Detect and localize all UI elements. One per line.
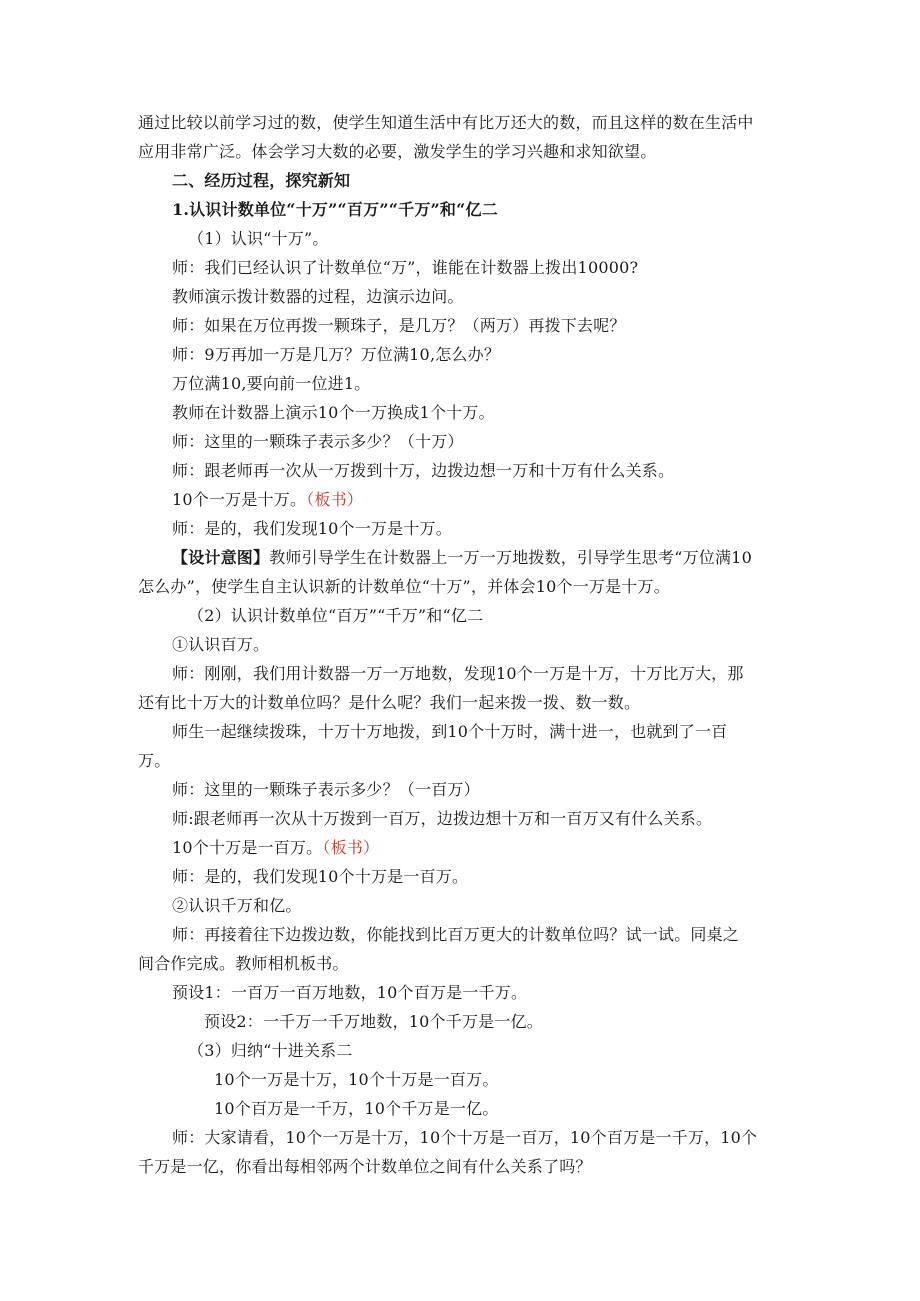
text-line: 师生一起继续拨珠，十万十万地拨，到10个十万时，满十进一，也就到了一百 — [172, 722, 728, 741]
text-line: 师：跟老师再一次从一万拨到十万，边拨边想一万和十万有什么关系。 — [172, 461, 675, 480]
text-line: 师：我们已经认识了计数单位“万”，谁能在计数器上拨出10000? — [172, 258, 639, 277]
section-heading: 二、经历过程，探究新知 — [172, 171, 351, 190]
text-line: 教师在计数器上演示10个一万换成1个十万。 — [172, 403, 495, 422]
text-line: 师:跟老师再一次从十万拨到一百万，边拨边想十万和一百万又有什么关系。 — [172, 809, 713, 828]
text-line: 师：是的，我们发现10个一万是十万。 — [172, 519, 452, 538]
text-line: 间合作完成。教师相机板书。 — [138, 954, 349, 973]
blackboard-note: （板书） — [322, 838, 380, 857]
text-line: 预设1：一百万一百万地数，10个百万是一千万。 — [172, 983, 528, 1002]
text-span: 教师引导学生在计数器上一万一万地拨数，引导学生思考“万位满10 — [269, 548, 752, 567]
text-span: 10个十万是一百万。 — [172, 838, 323, 857]
text-line: 万位满10,要向前一位进1。 — [172, 374, 371, 393]
text-line — [172, 837, 379, 859]
text-line: 千万是一亿，你看出每相邻两个计数单位之间有什么关系了吗？ — [138, 1157, 592, 1176]
text-line: 万。 — [138, 751, 171, 770]
text-line: 教师演示拨计数器的过程，边演示边问。 — [172, 287, 464, 306]
text-line: 师：刚刚，我们用计数器一万一万地数，发现10个一万是十万，十万比万大，那 — [172, 664, 744, 683]
item-heading: ②认识千万和亿。 — [172, 896, 302, 915]
item-heading: （3）归纳“十进关系二 — [188, 1041, 353, 1060]
text-line — [172, 547, 752, 569]
text-line: 师：如果在万位再拨一颗珠子，是几万？（两万）再拨下去呢？ — [172, 316, 626, 335]
blackboard-note: （板书） — [306, 490, 363, 509]
text-line: 10个一万是十万，10个十万是一百万。 — [214, 1070, 499, 1089]
subsection-heading: 1.认识计数单位“十万”“百万”“千万”和“亿二 — [172, 200, 498, 219]
text-line: 师：是的，我们发现10个十万是一百万。 — [172, 867, 469, 886]
text-line: 预设2：一千万一千万地数，10个千万是一亿。 — [204, 1012, 543, 1031]
text-line: 还有比十万大的计数单位吗？是什么呢？我们一起来拨一拨、数一数。 — [138, 693, 641, 712]
item-heading: （1）认识“十万”。 — [188, 229, 329, 248]
design-intent-label: 【设计意图】 — [172, 548, 270, 567]
item-heading: （2）认识计数单位“百万”“千万”和“亿二 — [188, 606, 484, 625]
text-line: 师：再接着往下边拨边数，你能找到比百万更大的计数单位吗？试一试。同桌之 — [172, 925, 740, 944]
text-line: 师：这里的一颗珠子表示多少？（十万） — [172, 432, 464, 451]
text-line: 师：9万再加一万是几万？万位满10,怎么办？ — [172, 345, 501, 364]
text-line — [172, 489, 363, 511]
text-line: 师：大家请看，10个一万是十万，10个十万是一百万，10个百万是一千万，10个 — [172, 1128, 758, 1147]
text-line: 应用非常广泛。体会学习大数的必要，激发学生的学习兴趣和求知欲望。 — [138, 142, 657, 161]
text-line: 师：这里的一颗珠子表示多少？（一百万） — [172, 780, 480, 799]
item-heading: ①认识百万。 — [172, 635, 270, 654]
text-line: 10个百万是一千万，10个千万是一亿。 — [214, 1099, 499, 1118]
text-line: 通过比较以前学习过的数，使学生知道生活中有比万还大的数，而且这样的数在生活中 — [138, 113, 754, 132]
text-span: 10个一万是十万。 — [172, 490, 307, 509]
text-line: 怎么办”，使学生自主认识新的计数单位“十万”，并体会10个一万是十万。 — [138, 577, 670, 596]
